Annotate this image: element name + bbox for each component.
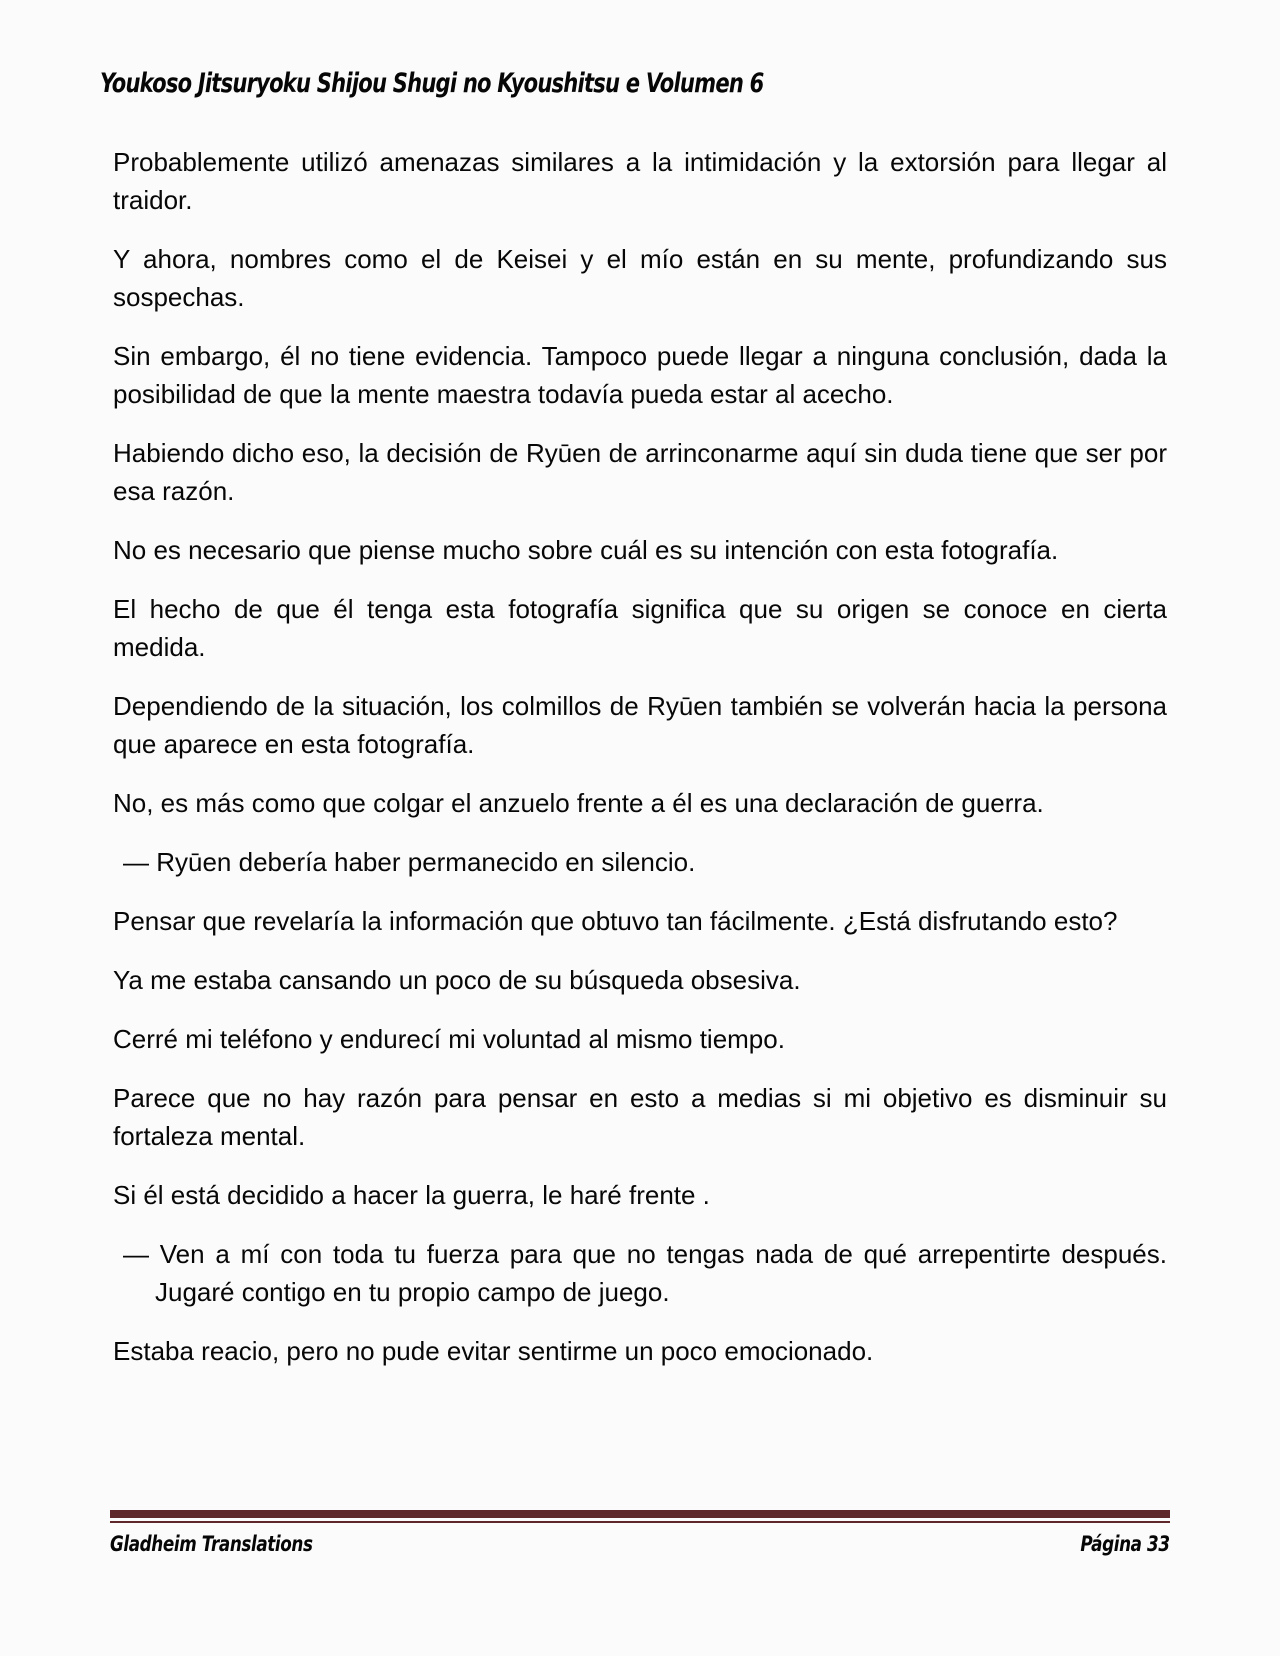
paragraph: — Ven a mí con toda tu fuerza para que no tengas nada de qué arrepentirte después. Jugaré contigo en tu propio campo de juego. xyxy=(123,1239,1167,1307)
paragraph: No, es más como que colgar el anzuelo frente a él es una declaración de guerra. xyxy=(113,788,1044,818)
paragraph: Habiendo dicho eso, la decisión de Ryūen de arrinconarme aquí sin duda tiene que ser por esa razón. xyxy=(113,438,1167,506)
paragraph: Parece que no hay razón para pensar en esto a medias si mi objetivo es disminuir su fortaleza mental. xyxy=(113,1083,1167,1151)
page-header xyxy=(0,0,1280,99)
footer-page-number: Página 33 xyxy=(1080,1532,1170,1556)
paragraph: Si él está decidido a hacer la guerra, le haré frente . xyxy=(113,1180,710,1210)
body-text xyxy=(0,99,1280,1370)
paragraph: — Ryūen debería haber permanecido en silencio. xyxy=(123,847,696,877)
header-title: Youkoso Jitsuryoku Shijou Shugi no Kyoushitsu e Volumen 6 xyxy=(100,68,764,99)
footer-translator-credit: Gladheim Translations xyxy=(110,1532,313,1556)
footer-divider-thick xyxy=(110,1510,1170,1518)
paragraph: No es necesario que piense mucho sobre cuál es su intención con esta fotografía. xyxy=(113,535,1059,565)
footer-row xyxy=(110,1532,1170,1556)
paragraph: Dependiendo de la situación, los colmillos de Ryūen también se volverán hacia la persona que aparece en esta fotografía. xyxy=(113,691,1167,759)
paragraph: Cerré mi teléfono y endurecí mi voluntad al mismo tiempo. xyxy=(113,1024,785,1054)
paragraph: Estaba reacio, pero no pude evitar sentirme un poco emocionado. xyxy=(113,1336,874,1366)
paragraph: El hecho de que él tenga esta fotografía significa que su origen se conoce en cierta medida. xyxy=(113,594,1167,662)
paragraph: Sin embargo, él no tiene evidencia. Tampoco puede llegar a ninguna conclusión, dada la posibilidad de que la mente maestra todavía pueda estar al acecho. xyxy=(113,341,1167,409)
page-footer xyxy=(110,1510,1170,1556)
paragraph: Pensar que revelaría la información que obtuvo tan fácilmente. ¿Está disfrutando esto? xyxy=(113,906,1118,936)
paragraph: Probablemente utilizó amenazas similares a la intimidación y la extorsión para llegar al traidor. xyxy=(113,147,1167,215)
paragraph: Y ahora, nombres como el de Keisei y el mío están en su mente, profundizando sus sospechas. xyxy=(113,244,1167,312)
paragraph: Ya me estaba cansando un poco de su búsqueda obsesiva. xyxy=(113,965,801,995)
footer-divider-thin xyxy=(110,1521,1170,1523)
